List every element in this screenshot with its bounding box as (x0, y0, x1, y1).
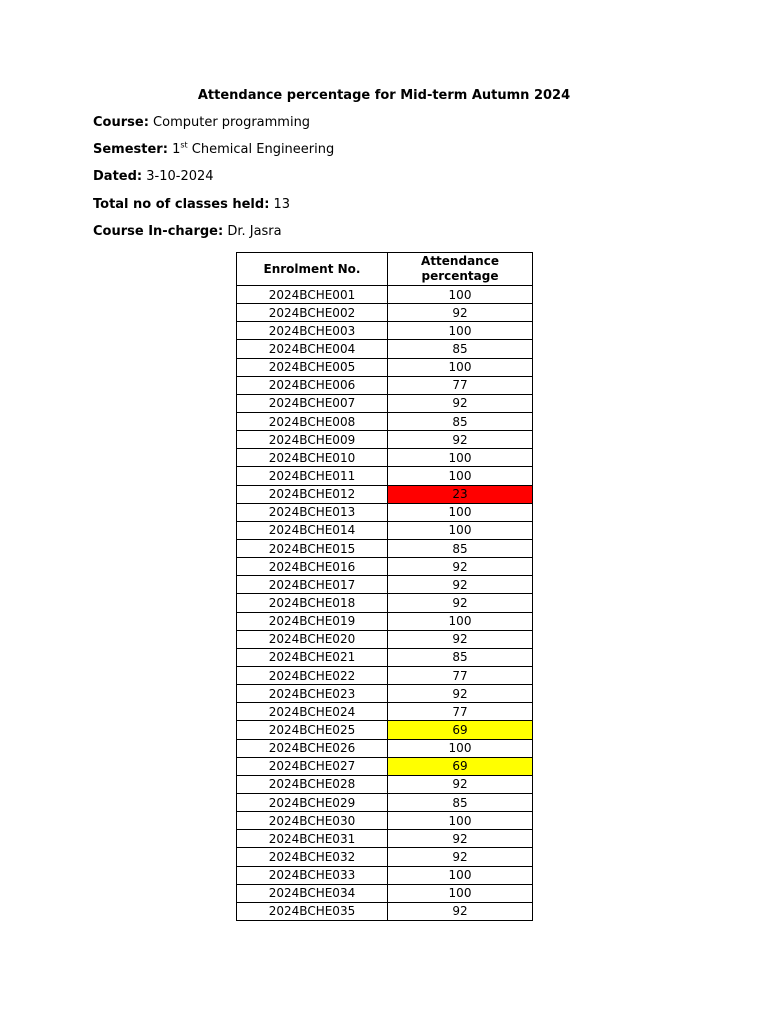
enrolment-number-cell: 2024BCHE009 (237, 431, 388, 449)
table-row (237, 648, 533, 666)
attendance-percentage-cell: 100 (388, 521, 533, 539)
dated-label: Dated: (93, 169, 143, 184)
enrolment-number-cell: 2024BCHE014 (237, 521, 388, 539)
total-classes-line (93, 196, 290, 214)
attendance-percentage-cell: 85 (388, 340, 533, 358)
table-row (237, 412, 533, 430)
enrolment-number-cell: 2024BCHE011 (237, 467, 388, 485)
enrolment-number-cell: 2024BCHE004 (237, 340, 388, 358)
dated-line (93, 168, 214, 186)
attendance-percentage-cell: 77 (388, 376, 533, 394)
enrolment-number-cell: 2024BCHE020 (237, 630, 388, 648)
table-row (237, 884, 533, 902)
page-title: Attendance percentage for Mid-term Autumn 2024 (197, 88, 571, 103)
semester-value: Chemical Engineering (191, 142, 335, 157)
attendance-percentage-cell: 100 (388, 612, 533, 630)
attendance-percentage-cell: 85 (388, 793, 533, 811)
attendance-percentage-cell: 100 (388, 322, 533, 340)
attendance-table-body (237, 286, 533, 921)
table-row (237, 812, 533, 830)
table-row (237, 594, 533, 612)
table-row (237, 703, 533, 721)
enrolment-number-cell: 2024BCHE021 (237, 648, 388, 666)
table-row (237, 449, 533, 467)
enrolment-number-cell: 2024BCHE025 (237, 721, 388, 739)
enrolment-number-cell: 2024BCHE030 (237, 812, 388, 830)
table-row (237, 630, 533, 648)
course-incharge-label: Course In-charge: (93, 224, 224, 239)
attendance-percentage-cell: 92 (388, 576, 533, 594)
attendance-percentage-cell: 92 (388, 775, 533, 793)
attendance-percentage-cell: 85 (388, 539, 533, 557)
table-row (237, 394, 533, 412)
attendance-percentage-cell: 92 (388, 685, 533, 703)
enrolment-number-cell: 2024BCHE015 (237, 539, 388, 557)
course-incharge-value: Dr. Jasra (227, 224, 282, 239)
attendance-percentage-cell: 100 (388, 739, 533, 757)
table-row (237, 558, 533, 576)
enrolment-column-header: Enrolment No. (237, 253, 388, 286)
enrolment-number-cell: 2024BCHE001 (237, 286, 388, 304)
enrolment-number-cell: 2024BCHE018 (237, 594, 388, 612)
enrolment-number-cell: 2024BCHE008 (237, 412, 388, 430)
table-row (237, 793, 533, 811)
attendance-percentage-cell: 100 (388, 866, 533, 884)
table-row (237, 431, 533, 449)
table-row (237, 830, 533, 848)
attendance-percentage-cell: 77 (388, 703, 533, 721)
table-row (237, 376, 533, 394)
attendance-percentage-cell: 92 (388, 630, 533, 648)
attendance-percentage-cell: 77 (388, 666, 533, 684)
semester-label: Semester: (93, 142, 168, 157)
enrolment-number-cell: 2024BCHE022 (237, 666, 388, 684)
attendance-percentage-cell: 85 (388, 648, 533, 666)
attendance-percentage-cell: 92 (388, 304, 533, 322)
attendance-percentage-cell: 100 (388, 467, 533, 485)
dated-value: 3-10-2024 (146, 169, 214, 184)
table-row (237, 902, 533, 920)
table-row (237, 340, 533, 358)
attendance-percentage-cell: 100 (388, 358, 533, 376)
semester-number: 1 (172, 142, 181, 157)
enrolment-number-cell: 2024BCHE023 (237, 685, 388, 703)
attendance-percentage-cell: 92 (388, 848, 533, 866)
total-classes-value: 13 (273, 197, 291, 212)
attendance-percentage-cell: 69 (388, 721, 533, 739)
attendance-percentage-cell: 23 (388, 485, 533, 503)
table-row (237, 866, 533, 884)
attendance-percentage-cell: 100 (388, 884, 533, 902)
enrolment-number-cell: 2024BCHE012 (237, 485, 388, 503)
table-header-row (237, 253, 533, 286)
attendance-percentage-cell: 92 (388, 594, 533, 612)
enrolment-number-cell: 2024BCHE010 (237, 449, 388, 467)
enrolment-number-cell: 2024BCHE019 (237, 612, 388, 630)
enrolment-number-cell: 2024BCHE005 (237, 358, 388, 376)
attendance-percentage-cell: 100 (388, 812, 533, 830)
table-row (237, 304, 533, 322)
attendance-percentage-cell: 100 (388, 503, 533, 521)
attendance-percentage-cell: 92 (388, 558, 533, 576)
table-row (237, 666, 533, 684)
table-row (237, 739, 533, 757)
enrolment-number-cell: 2024BCHE028 (237, 775, 388, 793)
course-label: Course: (93, 115, 149, 130)
table-row (237, 685, 533, 703)
table-row (237, 539, 533, 557)
enrolment-number-cell: 2024BCHE017 (237, 576, 388, 594)
enrolment-number-cell: 2024BCHE033 (237, 866, 388, 884)
attendance-percentage-cell: 92 (388, 431, 533, 449)
enrolment-number-cell: 2024BCHE016 (237, 558, 388, 576)
enrolment-number-cell: 2024BCHE006 (237, 376, 388, 394)
table-row (237, 358, 533, 376)
course-value: Computer programming (153, 115, 311, 130)
attendance-table (236, 252, 533, 921)
enrolment-number-cell: 2024BCHE034 (237, 884, 388, 902)
table-row (237, 757, 533, 775)
enrolment-number-cell: 2024BCHE032 (237, 848, 388, 866)
enrolment-number-cell: 2024BCHE013 (237, 503, 388, 521)
attendance-percentage-cell: 92 (388, 830, 533, 848)
table-row (237, 286, 533, 304)
enrolment-number-cell: 2024BCHE024 (237, 703, 388, 721)
enrolment-number-cell: 2024BCHE007 (237, 394, 388, 412)
table-row (237, 848, 533, 866)
enrolment-number-cell: 2024BCHE035 (237, 902, 388, 920)
attendance-percentage-cell: 92 (388, 394, 533, 412)
table-row (237, 322, 533, 340)
table-row (237, 775, 533, 793)
enrolment-number-cell: 2024BCHE027 (237, 757, 388, 775)
enrolment-number-cell: 2024BCHE026 (237, 739, 388, 757)
table-row (237, 503, 533, 521)
attendance-percentage-cell: 85 (388, 412, 533, 430)
table-row (237, 485, 533, 503)
semester-ordinal-suffix: st (180, 140, 188, 150)
enrolment-number-cell: 2024BCHE029 (237, 793, 388, 811)
enrolment-number-cell: 2024BCHE003 (237, 322, 388, 340)
table-row (237, 521, 533, 539)
course-line (93, 114, 310, 132)
total-classes-label: Total no of classes held: (93, 197, 270, 212)
table-row (237, 576, 533, 594)
course-incharge-line (93, 223, 282, 241)
table-row (237, 612, 533, 630)
enrolment-number-cell: 2024BCHE002 (237, 304, 388, 322)
semester-line (93, 141, 334, 159)
attendance-percentage-cell: 100 (388, 449, 533, 467)
attendance-percentage-cell: 69 (388, 757, 533, 775)
table-row (237, 721, 533, 739)
attendance-percentage-cell: 92 (388, 902, 533, 920)
table-row (237, 467, 533, 485)
enrolment-number-cell: 2024BCHE031 (237, 830, 388, 848)
attendance-column-header: Attendance percentage (388, 253, 533, 286)
attendance-percentage-cell: 100 (388, 286, 533, 304)
